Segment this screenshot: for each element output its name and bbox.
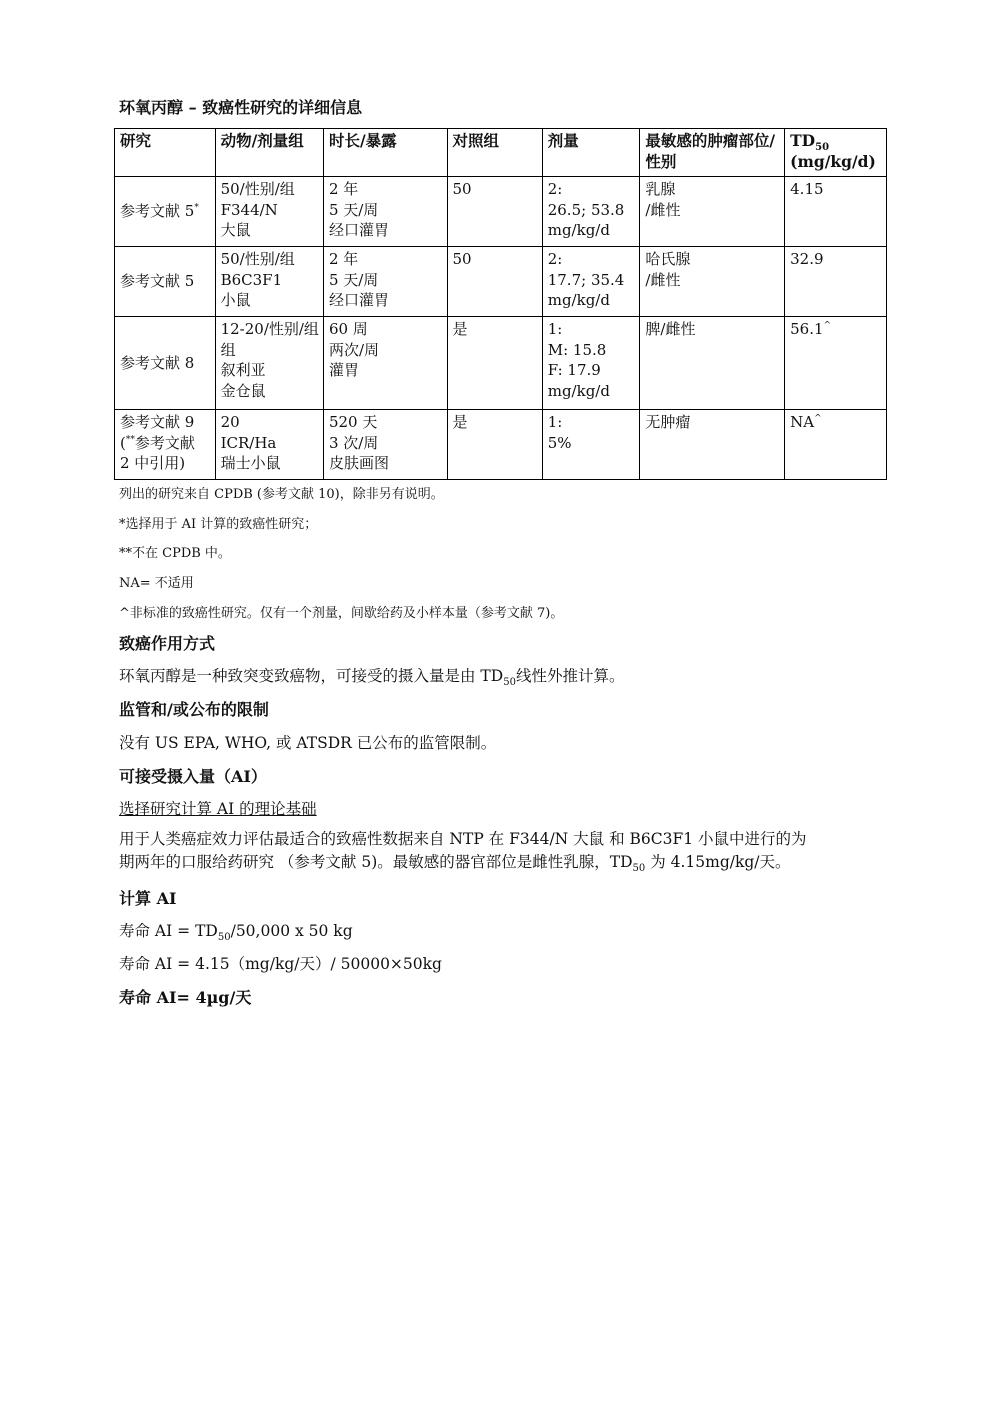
header-animal: 动物/剂量组 — [215, 129, 323, 177]
cell-study: 参考文献 9 (**参考文献 2 中引用) — [115, 410, 216, 480]
header-duration: 时长/暴露 — [323, 129, 447, 177]
cell-animal: 20 ICR/Ha 瑞士小鼠 — [215, 410, 323, 480]
cell-dose: 1: M: 15.8 F: 17.9 mg/kg/d — [542, 317, 640, 410]
table-row — [115, 410, 887, 480]
ai-heading: 可接受摄入量（AI） — [119, 767, 267, 786]
table-row — [115, 247, 887, 317]
cell-site: 乳腺 /雌性 — [640, 177, 785, 247]
limits-text: 没有 US EPA, WHO, 或 ATSDR 已公布的监管限制。 — [119, 734, 497, 752]
cell-dose: 2: 26.5; 53.8 mg/kg/d — [542, 177, 640, 247]
table-row — [115, 317, 887, 410]
cell-study: 参考文献 5 — [115, 247, 216, 317]
cell-td50: 4.15 — [785, 177, 887, 247]
cell-control: 50 — [447, 177, 542, 247]
page-title: 环氧丙醇 – 致癌性研究的详细信息 — [119, 98, 363, 117]
cell-animal: 12-20/性别/组 组 叙利亚 金仓鼠 — [215, 317, 323, 410]
cell-site: 哈氏腺 /雌性 — [640, 247, 785, 317]
cell-control: 是 — [447, 317, 542, 410]
calc-heading: 计算 AI — [119, 889, 177, 908]
cell-animal: 50/性别/组 B6C3F1 小鼠 — [215, 247, 323, 317]
cell-dose: 2: 17.7; 35.4 mg/kg/d — [542, 247, 640, 317]
cell-site: 脾/雌性 — [640, 317, 785, 410]
cell-duration: 60 周 两次/周 灌胃 — [323, 317, 447, 410]
cell-study: 参考文献 5* — [115, 177, 216, 247]
cell-td50: NA^ — [785, 410, 887, 480]
carcinogenicity-table — [114, 128, 887, 480]
cell-control: 50 — [447, 247, 542, 317]
cell-duration: 2 年 5 天/周 经口灌胃 — [323, 247, 447, 317]
limits-heading: 监管和/或公布的限制 — [119, 700, 269, 719]
rationale-paragraph: 用于人类癌症效力评估最适合的致癌性数据来自 NTP 在 F344/N 大鼠 和 B6C3F1 小鼠中进行的为 期两年的口服给药研究 （参考文献 5)。最敏感的器官部位是雌性乳腺，$TD_{50}$ 为 4.15mg/kg/天。 — [119, 830, 807, 875]
cell-duration: 520 天 3 次/周 皮肤画图 — [323, 410, 447, 480]
header-control: 对照组 — [447, 129, 542, 177]
table-note: *选择用于 AI 计算的致癌性研究； — [119, 517, 318, 532]
header-study: 研究 — [115, 129, 216, 177]
cell-td50: 56.1^ — [785, 317, 887, 410]
cell-animal: 50/性别/组 F344/N 大鼠 — [215, 177, 323, 247]
moa-text: 环氧丙醇是一种致突变致癌物，可接受的摄入量是由 $TD_{50}$线性外推计算。 — [119, 667, 625, 689]
table-note: ^非标准的致癌性研究。仅有一个剂量，间歇给药及小样本量（参考文献 7)。 — [119, 606, 564, 621]
cell-duration: 2 年 5 天/周 经口灌胃 — [323, 177, 447, 247]
cell-dose: 1: 5% — [542, 410, 640, 480]
rationale-heading: 选择研究计算 AI 的理论基础 — [119, 800, 317, 818]
table-row — [115, 177, 887, 247]
moa-heading: 致癌作用方式 — [119, 634, 216, 653]
table-note: 列出的研究来自 CPDB (参考文献 10)，除非另有说明。 — [119, 487, 444, 502]
cell-study: 参考文献 8 — [115, 317, 216, 410]
cell-site: 无肿瘤 — [640, 410, 785, 480]
cell-td50: 32.9 — [785, 247, 887, 317]
calc-formula: 寿命 AI = $TD_{50}/50,000$ x 50 kg — [119, 922, 353, 944]
table-note: NA= 不适用 — [119, 576, 194, 591]
header-site: 最敏感的肿瘤部位/性别 — [640, 129, 785, 177]
header-td50: $TD_{50}$ (mg/kg/d) — [785, 129, 887, 177]
calc-substitution: 寿命 AI = 4.15（mg/kg/天）/ 50000×50kg — [119, 955, 442, 973]
calc-result: 寿命 AI= 4µg/天 — [119, 988, 252, 1007]
header-dose: 剂量 — [542, 129, 640, 177]
cell-control: 是 — [447, 410, 542, 480]
table-header-row — [115, 129, 887, 177]
table-note: **不在 CPDB 中。 — [119, 546, 231, 561]
